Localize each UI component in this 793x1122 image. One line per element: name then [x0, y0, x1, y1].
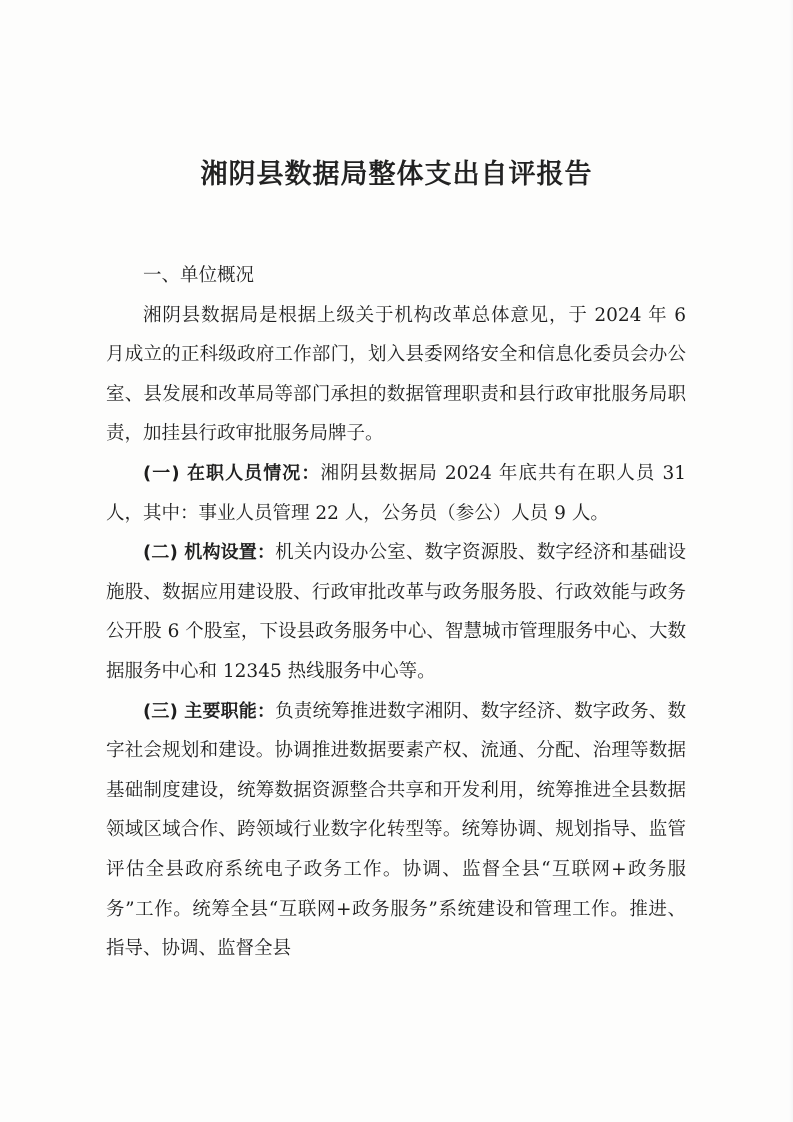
org-body: 机关内设办公室、数字资源股、数字经济和基础设施股、数据应用建设股、行政审批改革与政务服务股、行政效能与政务公开股 6 个股室，下设县政务服务中心、智慧城市管理服务中心、大数据服务中心和 12345 热线服务中心等。 [106, 542, 686, 682]
duty-lead: (三) 主要职能： [143, 700, 276, 722]
scan-edge-shadow [789, 0, 793, 1122]
staff-body: 湘阴县数据局 2024 年底共有在职人员 31 人，其中：事业人员管理 22 人，公务员（参公）人员 9 人。 [106, 462, 686, 524]
document-body [106, 256, 686, 969]
duty-body: 负责统筹推进数字湘阴、数字经济、数字政务、数字社会规划和建设。协调推进数据要素产权、流通、分配、治理等数据基础制度建设，统筹数据资源整合共享和开发利用，统筹推进全县数据领域区域合作、跨领域行业数字化转型等。统筹协调、规划指导、监管评估全县政府系统电子政务工作。协调、监督全县“互联网+政务服务”工作。统筹全县“互联网+政务服务”系统建设和管理工作。推进、指导、协调、监督全县 [106, 700, 686, 960]
paragraph-intro: 湘阴县数据局是根据上级关于机构改革总体意见，于 2024 年 6 月成立的正科级政府工作部门，划入县委网络安全和信息化委员会办公室、县发展和改革局等部门承担的数据管理职责和县行政审批服务局职责，加挂县行政审批服务局牌子。 [106, 304, 686, 445]
org-lead: (二) 机构设置： [143, 542, 276, 564]
staff-lead: (一) 在职人员情况： [143, 462, 321, 484]
page-title: 湘阴县数据局整体支出自评报告 [200, 159, 593, 190]
paragraph-duty [106, 692, 686, 969]
paragraph-org [106, 533, 686, 691]
section-heading: 一、单位概况 [143, 265, 255, 286]
paragraph-staff [106, 454, 686, 533]
